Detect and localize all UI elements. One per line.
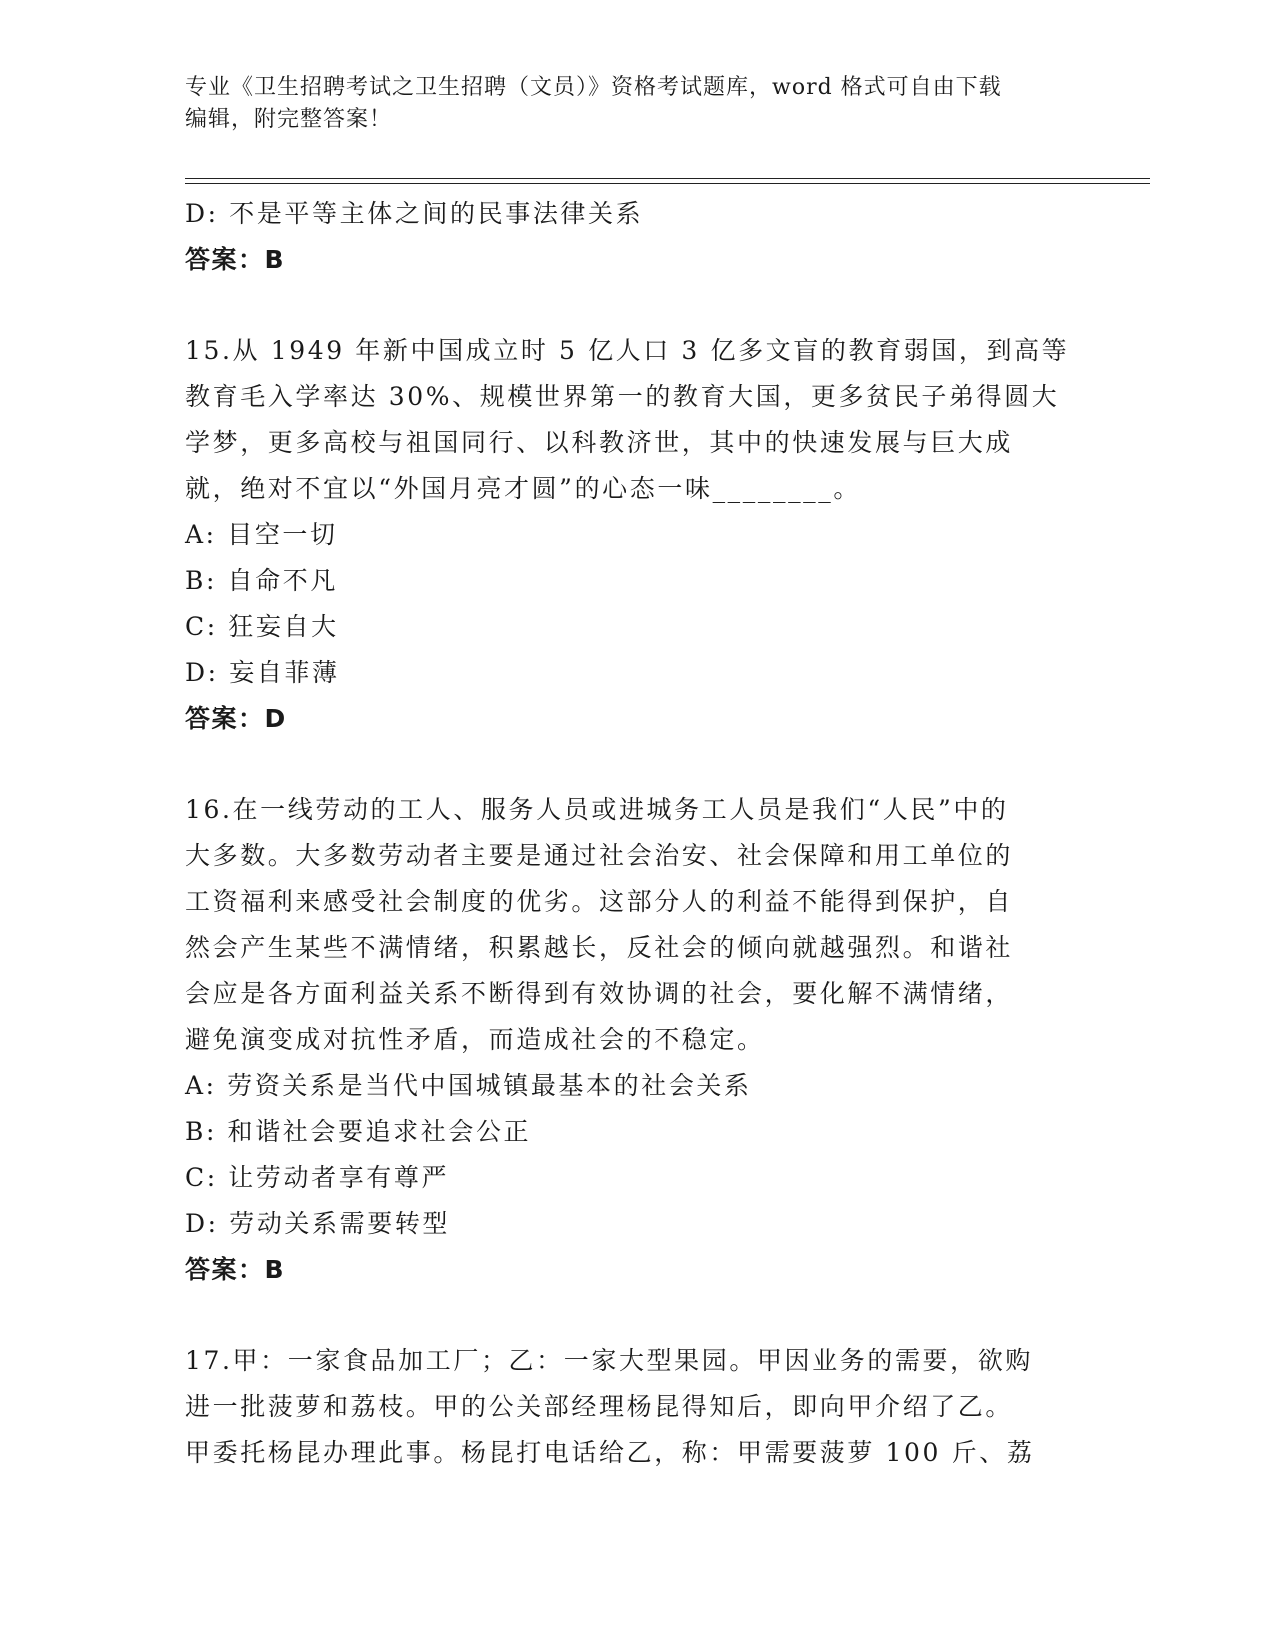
q15-option-d: D: 妄自菲薄: [185, 658, 340, 687]
spacer: [185, 1293, 1085, 1338]
header-divider-top: [185, 178, 1150, 179]
q15-option-a: A: 目空一切: [185, 520, 338, 549]
q16-stem-line: 会应是各方面利益关系不断得到有效协调的社会，要化解不满情绪，: [185, 979, 1014, 1008]
spacer: [185, 742, 1085, 787]
header-line-1: 专业《卫生招聘考试之卫生招聘（文员）》资格考试题库，word 格式可自由下载: [185, 75, 1002, 100]
q16-answer: 答案：B: [185, 1255, 286, 1284]
question-15: [185, 328, 1085, 742]
q15-option-b: B: 自命不凡: [185, 566, 338, 595]
q17-stem-line: 17.甲：一家食品加工厂；乙：一家大型果园。甲因业务的需要，欲购: [185, 1346, 1033, 1375]
question-16: [185, 787, 1085, 1293]
q15-stem: [185, 328, 1085, 512]
q15-option-c: C: 狂妄自大: [185, 612, 339, 641]
q15-answer: 答案：D: [185, 704, 287, 733]
q14-answer: 答案：B: [185, 245, 286, 274]
q17-stem-line: 甲委托杨昆办理此事。杨昆打电话给乙，称：甲需要菠萝 100 斤、荔: [185, 1438, 1035, 1467]
q16-stem-line: 然会产生某些不满情绪，积累越长，反社会的倾向就越强烈。和谐社: [185, 933, 1014, 962]
document-header: [185, 72, 1065, 136]
q15-stem-line: 学梦，更多高校与祖国同行、以科教济世，其中的快速发展与巨大成: [185, 428, 1014, 457]
question-17: [185, 1338, 1085, 1476]
header-divider-bottom: [185, 183, 1150, 184]
spacer: [185, 283, 1085, 328]
q16-option-b: B: 和谐社会要追求社会公正: [185, 1117, 532, 1146]
q15-stem-line: 教育毛入学率达 30%、规模世界第一的教育大国，更多贫民子弟得圆大: [185, 382, 1060, 411]
q14-option-d: D: 不是平等主体之间的民事法律关系: [185, 199, 644, 228]
q16-stem-line: 16.在一线劳动的工人、服务人员或进城务工人员是我们“人民”中的: [185, 795, 1009, 824]
q16-stem-line: 大多数。大多数劳动者主要是通过社会治安、社会保障和用工单位的: [185, 841, 1014, 870]
q15-stem-line: 15.从 1949 年新中国成立时 5 亿人口 3 亿多文盲的教育弱国，到高等: [185, 336, 1070, 365]
q15-stem-line: 就，绝对不宜以“外国月亮才圆”的心态一味________。: [185, 474, 861, 503]
header-line-2: 编辑，附完整答案！: [185, 107, 393, 132]
q16-option-a: A: 劳资关系是当代中国城镇最基本的社会关系: [185, 1071, 752, 1100]
q16-stem: [185, 787, 1085, 1063]
question-14-tail: [185, 191, 1085, 283]
q17-stem-line: 进一批菠萝和荔枝。甲的公关部经理杨昆得知后，即向甲介绍了乙。: [185, 1392, 1014, 1421]
q17-stem: [185, 1338, 1085, 1476]
q16-option-d: D: 劳动关系需要转型: [185, 1209, 451, 1238]
q16-stem-line: 避免演变成对抗性矛盾，而造成社会的不稳定。: [185, 1025, 765, 1054]
document-body: [185, 191, 1085, 1476]
q16-stem-line: 工资福利来感受社会制度的优劣。这部分人的利益不能得到保护，自: [185, 887, 1014, 916]
q16-option-c: C: 让劳动者享有尊严: [185, 1163, 450, 1192]
